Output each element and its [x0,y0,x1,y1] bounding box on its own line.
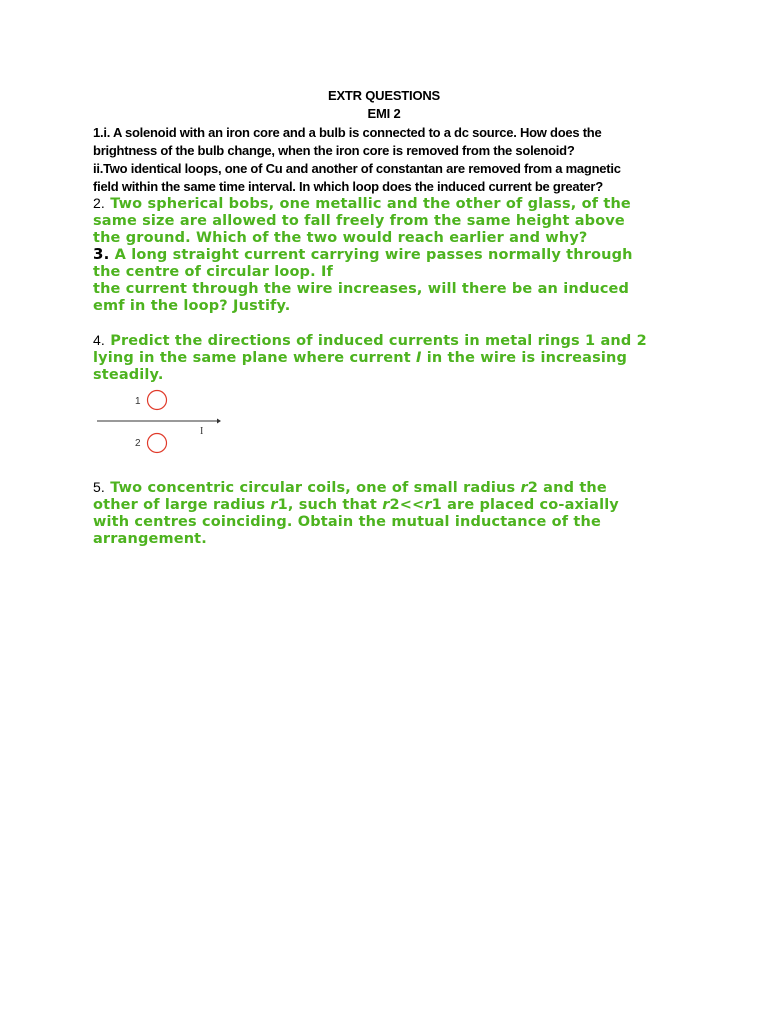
question-number: 3. [93,245,110,263]
question-2-line: Two spherical bobs, one metallic and the other of glass, of the [110,196,631,212]
document-subtitle: EMI 2 [367,106,401,121]
question-2 [93,195,683,247]
ring-1 [148,391,167,410]
ring-1-label: 1 [135,396,141,407]
question-4-line: steadily. [93,367,164,383]
question-4 [93,332,683,384]
question-3-line: A long straight current carrying wire passes normally through [114,247,633,263]
current-direction-arrow [217,419,221,424]
question-5-text: Two concentric circular coils, one of small radius [110,480,521,496]
question-1-line: 1.i. A solenoid with an iron core and a bulb is connected to a dc source. How does the [93,125,602,140]
question-2-line: the ground. Which of the two would reach earlier and why? [93,230,588,246]
ring-2-label: 2 [135,438,141,449]
question-number: 5. [93,479,105,495]
question-4-text: in the wire is increasing [421,350,627,366]
question-5-text: other of large radius [93,497,271,513]
question-1-line: ii.Two identical loops, one of Cu and another of constantan are removed from a magnetic [93,161,621,176]
current-symbol: I [416,350,422,366]
variable-r: r [382,497,390,513]
question-1-line: field within the same time interval. In which loop does the induced current be greater? [93,179,603,194]
question-number: 2. [93,195,105,211]
question-3-line: the centre of circular loop. If [93,264,333,280]
question-5-text: 2<< [389,497,425,513]
ring-2 [148,434,167,453]
current-label: I [200,426,204,437]
question-3-line: emf in the loop? Justify. [93,298,291,314]
question-3-line: the current through the wire increases, will there be an induced [93,281,630,297]
question-5 [93,479,683,548]
question-4-line: Predict the directions of induced currents in metal rings 1 and 2 [110,333,647,349]
question-number: 4. [93,332,105,348]
question-5-text: 2 and the [527,480,607,496]
question-1-line: brightness of the bulb change, when the iron core is removed from the solenoid? [93,143,575,158]
question-3 [93,246,683,315]
variable-r: r [424,497,432,513]
question-1 [93,124,693,196]
variable-r: r [520,480,528,496]
variable-r: r [270,497,278,513]
question-4-text: lying in the same plane where current [93,350,417,366]
question-2-line: same size are allowed to fall freely from the same height above [93,213,625,229]
question-5-text: 1 are placed co-axially [431,497,619,513]
document-title: EXTR QUESTIONS [327,88,441,103]
rings-wire-diagram [93,388,233,458]
question-5-text: 1, such that [277,497,383,513]
question-5-line: arrangement. [93,531,207,547]
question-5-line: with centres coinciding. Obtain the mutual inductance of the [93,514,601,530]
